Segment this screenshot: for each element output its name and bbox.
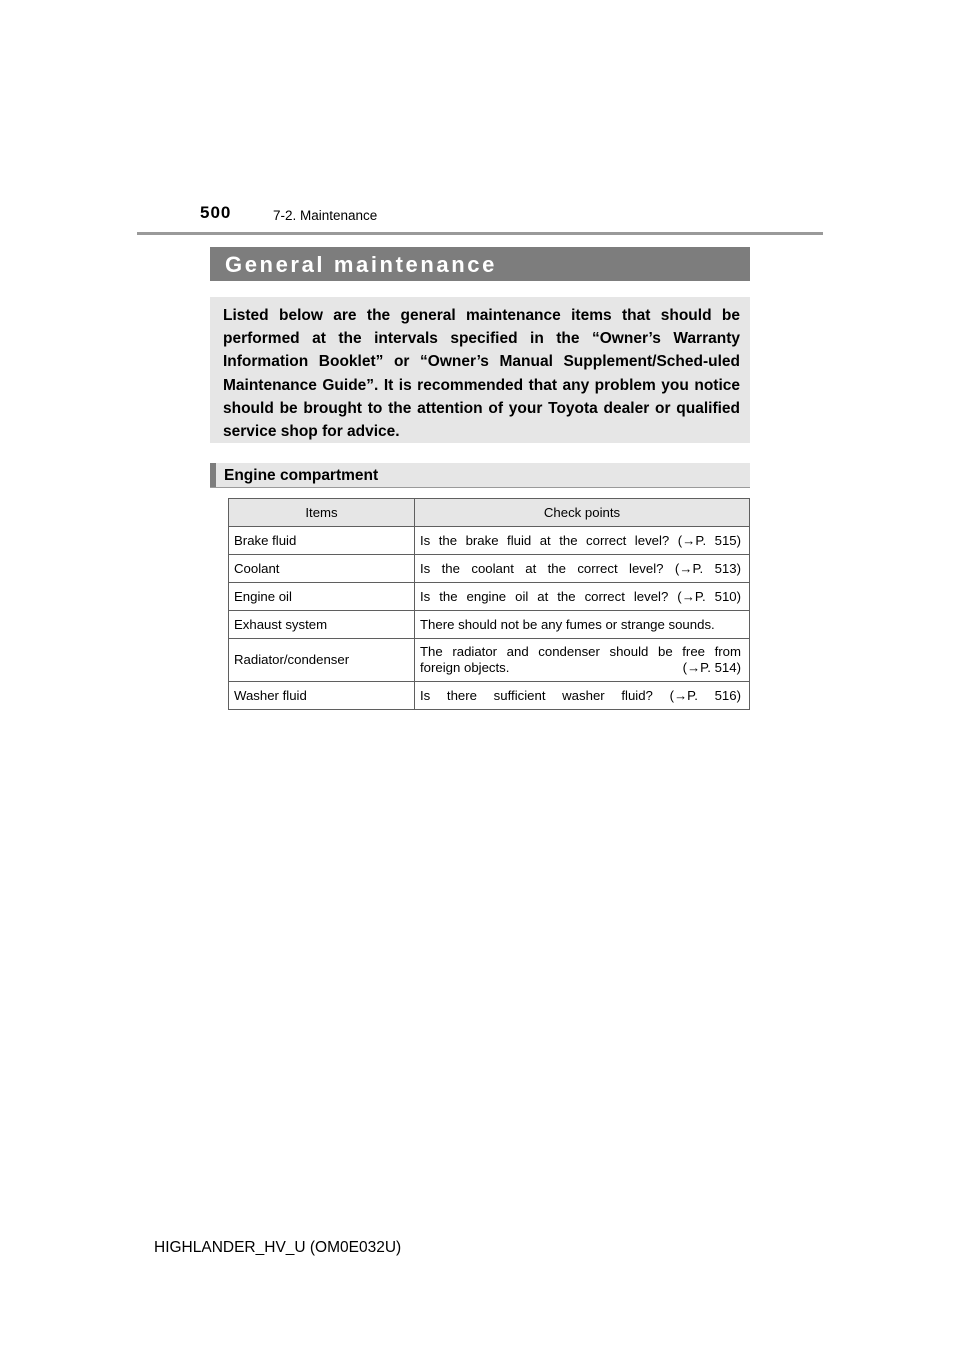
check-text: There should not be any fumes or strange sounds.	[420, 616, 715, 632]
table-row	[229, 527, 750, 555]
page-reference: (→P. 515)	[677, 532, 741, 548]
section-heading-text: Engine compartment	[224, 467, 379, 484]
table-row	[229, 583, 750, 611]
table-row	[229, 611, 750, 639]
heading-marker	[210, 463, 216, 487]
item-cell: Washer fluid	[229, 682, 415, 710]
section-heading	[210, 463, 750, 488]
check-text: Is the coolant at the correct level?	[420, 560, 664, 576]
page-reference: (→P. 510)	[677, 588, 742, 604]
check-cell	[415, 527, 750, 555]
check-cell	[415, 639, 750, 682]
check-cell	[415, 611, 750, 639]
item-cell: Brake fluid	[229, 527, 415, 555]
page-number: 500	[200, 203, 232, 222]
item-cell: Engine oil	[229, 583, 415, 611]
item-cell: Coolant	[229, 555, 415, 583]
intro-box	[210, 297, 750, 443]
intro-text: Listed below are the general maintenance items that should be performed at the intervals specified in the “Owner’s Warranty Information Booklet” or “Owner’s Manual Supplement/Sched-uled Maintenance Guide”. It is recommended that any problem you notice should be brought to the attention of your Toyota dealer or qualified service shop for advice.	[223, 307, 740, 441]
item-cell: Exhaust system	[229, 611, 415, 639]
check-text: Is there sufficient washer fluid?	[420, 687, 653, 703]
section-breadcrumb: 7-2. Maintenance	[273, 208, 378, 223]
table-row	[229, 682, 750, 710]
page-reference: (→P. 514)	[682, 660, 741, 675]
column-header-items: Items	[229, 499, 415, 527]
page-title: General maintenance	[225, 252, 497, 277]
check-cell	[415, 555, 750, 583]
check-text: Is the brake fluid at the correct level?	[420, 532, 670, 548]
maintenance-table	[228, 498, 750, 710]
table-row	[229, 639, 750, 682]
footer-model-code: HIGHLANDER_HV_U (OM0E032U)	[154, 1239, 402, 1256]
item-cell: Radiator/condenser	[229, 639, 415, 682]
table-header-row	[229, 499, 750, 527]
header-divider	[137, 232, 823, 235]
page-reference: (→P. 516)	[669, 687, 741, 703]
page-reference: (→P. 513)	[674, 560, 741, 576]
title-banner	[210, 247, 750, 281]
column-header-check-points: Check points	[415, 499, 750, 527]
check-cell	[415, 682, 750, 710]
check-text: Is the engine oil at the correct level?	[420, 588, 669, 604]
check-text: The radiator and condenser should be free from foreign objects.	[420, 644, 741, 675]
table-row	[229, 555, 750, 583]
check-cell	[415, 583, 750, 611]
